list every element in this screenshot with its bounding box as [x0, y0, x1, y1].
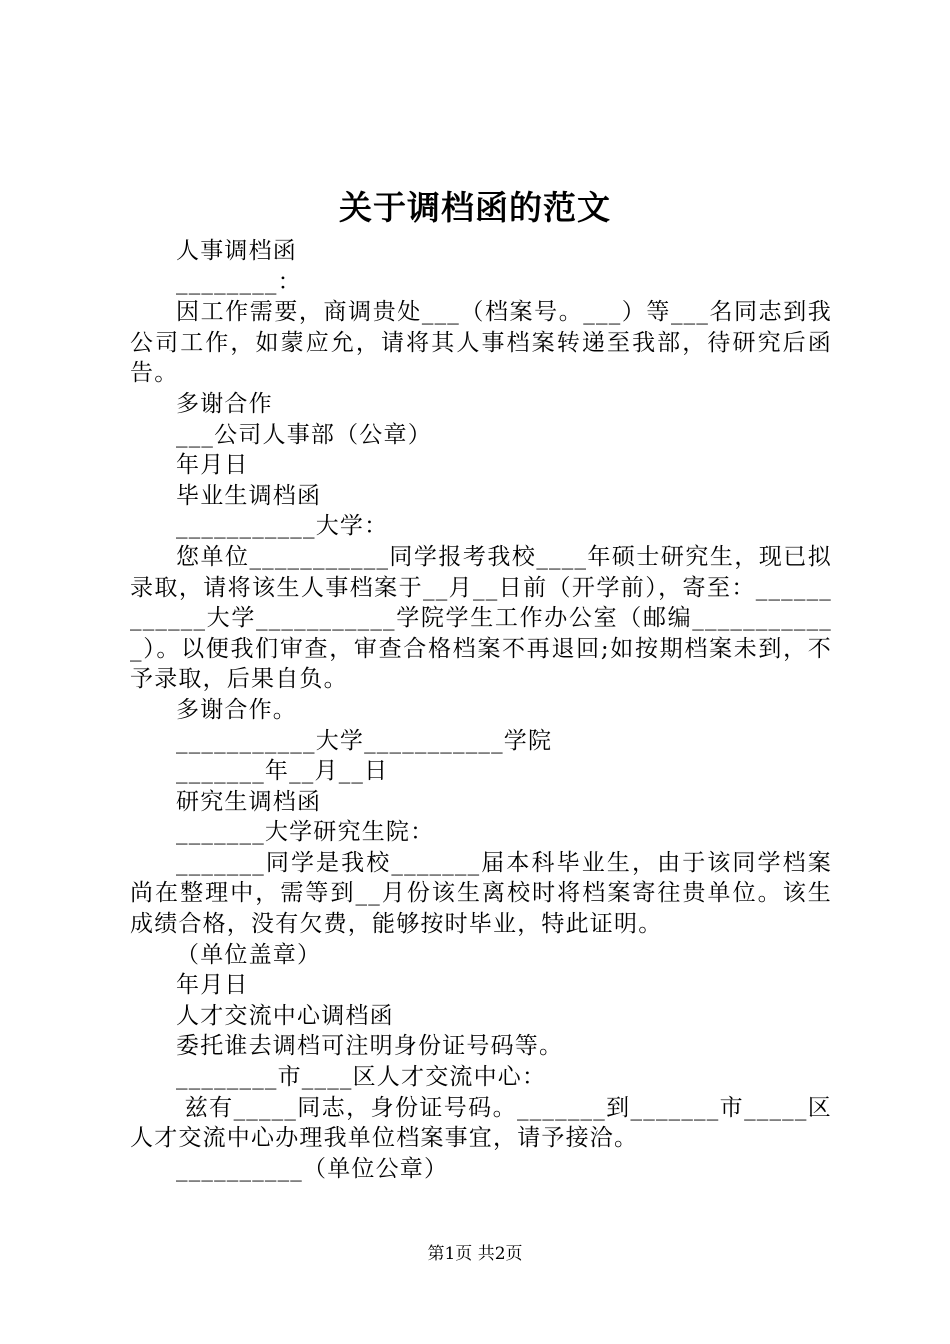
paragraph-graduate-school-salutation: _______大学研究生院： [176, 819, 435, 846]
paragraph-university-salutation: ___________大学： [176, 513, 389, 540]
paragraph-postgraduate-body: _______同学是我校_______届本科毕业生，由于该同学档案尚在整理中，需等到__月份该生离校时将档案寄往贵单位。该生成绩合格，没有欠费，能够按时毕业，特此证明。 [130, 849, 832, 938]
paragraph-note: 委托谁去调档可注明身份证号码等。 [176, 1033, 564, 1060]
paragraph-date-2: _______年__月__日 [176, 758, 389, 785]
paragraph-unit-official-seal: __________（单位公章） [176, 1155, 449, 1182]
paragraph-personnel-body: 因工作需要，商调贵处___（档案号。___）等___名同志到我公司工作，如蒙应允，请将其人事档案转递至我部，待研究后函告。 [130, 299, 832, 387]
paragraph-talent-center-body: 兹有_____同志，身份证号码。_______到_______市_____区人才交流中心办理我单位档案事宜，请予接洽。 [130, 1094, 832, 1152]
paragraph-date: 年月日 [176, 452, 249, 479]
paragraph-company-seal: ___公司人事部（公章） [176, 421, 432, 448]
paragraph-salutation: ________： [176, 268, 302, 295]
paragraph-heading-graduate: 毕业生调档函 [176, 482, 322, 509]
document-title: 关于调档函的范文 [339, 188, 611, 227]
paragraph-graduate-body: 您单位___________同学报考我校____年硕士研究生，现已拟录取，请将该生人事档案于__月__日前（开学前），寄至：____________大学___________学院学生工作办公室（邮编____________）。以便我们审查，审查合格档案不再退回;如按期档案未到，不予录取，后果自负。 [130, 543, 832, 693]
paragraph-thanks: 多谢合作 [176, 390, 273, 417]
paragraph-heading-postgraduate: 研究生调档函 [176, 788, 322, 815]
paragraph-date-3: 年月日 [176, 972, 249, 999]
paragraph-talent-center-salutation: ________市____区人才交流中心： [176, 1064, 547, 1091]
document-body [130, 236, 832, 1184]
paragraph-unit-seal: （单位盖章） [176, 941, 322, 968]
paragraph-heading-personnel: 人事调档函 [176, 238, 297, 264]
paragraph-university-school: ___________大学___________学院 [176, 727, 553, 754]
paragraph-heading-talent-center: 人才交流中心调档函 [176, 1002, 394, 1029]
paragraph-thanks-2: 多谢合作。 [176, 696, 297, 723]
page-footer: 第1页 共2页 [427, 1244, 523, 1264]
